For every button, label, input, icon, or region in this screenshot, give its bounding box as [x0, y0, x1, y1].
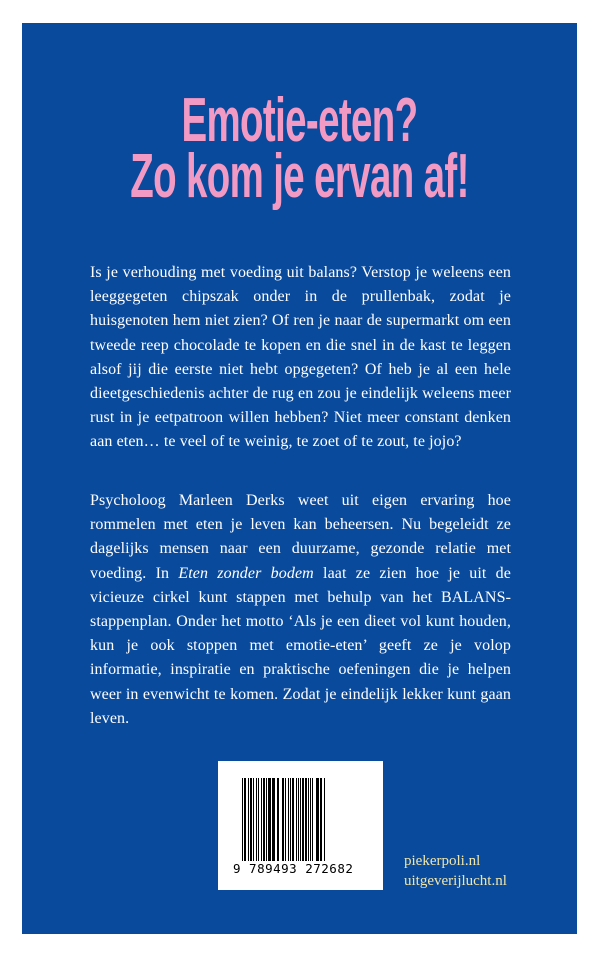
book-title-italic: Eten zonder bodem [178, 564, 314, 582]
blurb-paragraph-1: Is je verhouding met voeding uit balans? Verstop je weleens een leeggegeten chipszak onder in de prullenbak, zodat je huisgenoten hem niet zien? Of ren je naar de supermarkt om een tweede reep chocolade te kopen en die snel in de kast te leggen alsof jij die eerste niet hebt opgegeten? Of heb je al een hele dieetgeschiedenis achter de rug en zou je eindelijk weleens meer rust in je eetpatroon willen hebben? Niet meer constant denken aan eten… te veel of te weinig, te zoet of te zout, te jojo? [90, 264, 511, 451]
blurb-paragraph-2-part-1: Psycholoog Marleen Derks weet uit eigen ervaring hoe rommelen met eten je leven kan beheersen. Nu begeleidt ze dagelijks mensen naar een duurzame, gezonde relatie met voeding. In [90, 492, 511, 582]
title-line-2: Zo kom je ervan af! [130, 142, 469, 211]
isbn-number [232, 861, 372, 876]
cover-title [22, 86, 577, 211]
book-back-cover [22, 23, 577, 934]
isbn-barcode [218, 761, 383, 890]
link-uitgeverijlucht[interactable]: uitgeverijlucht.nl [404, 873, 507, 889]
barcode-gap [325, 778, 326, 863]
title-line-1: Emotie-eten? [181, 86, 418, 155]
publisher-links [404, 851, 507, 891]
barcode-bars [242, 778, 364, 873]
isbn-digits: 9 789493 272682 [233, 861, 354, 876]
blurb-paragraph-2-part-2: laat ze zien hoe je uit de vicieuze cirkel kunt stappen met behulp van het BALANS-stappenplan. Onder het motto ‘Als je een dieet vol kunt houden, kun je ook stoppen met emotie-eten’ geeft ze je volop informatie, inspiratie en praktische oefeningen die je helpen weer in evenwicht te komen. Zodat je eindelijk lekker kunt gaan leven. [90, 564, 511, 727]
link-piekerpoli[interactable]: piekerpoli.nl [404, 853, 481, 869]
blurb-paragraph-2 [90, 489, 511, 731]
